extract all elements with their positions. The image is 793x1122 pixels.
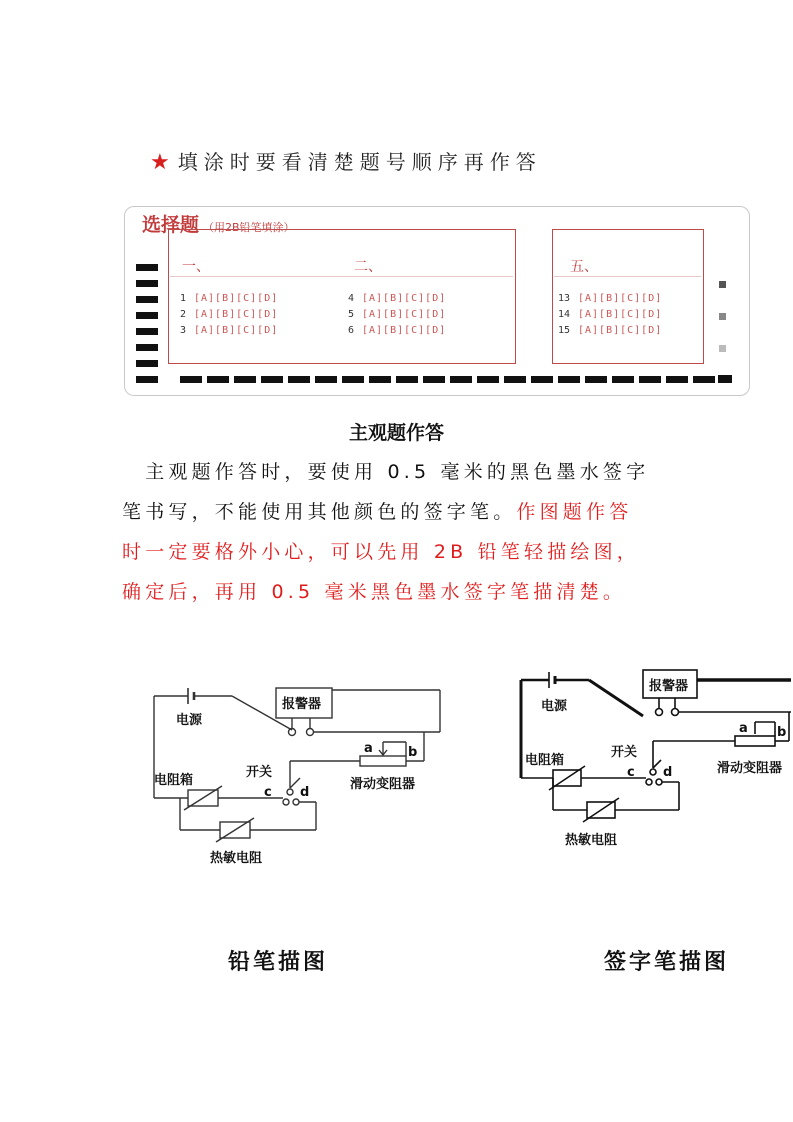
- timing-mark: [585, 376, 607, 383]
- panel-divider: [170, 276, 513, 277]
- timing-mark: [558, 376, 580, 383]
- label-b: b: [408, 745, 418, 760]
- timing-mark: [396, 376, 418, 383]
- text-red: 时一定要格外小心，可以先用 2B 铅笔轻描绘图，: [122, 541, 641, 563]
- timing-mark: [136, 360, 158, 367]
- question-row[interactable]: [554, 323, 664, 339]
- question-row[interactable]: [338, 307, 448, 323]
- timing-mark: [288, 376, 310, 383]
- timing-mark: [136, 344, 158, 351]
- label-b: b: [777, 725, 787, 740]
- label-resistor-box: 电阻箱: [154, 773, 194, 788]
- fill-tip-text: 填涂时要看清楚题号顺序再作答: [177, 150, 542, 174]
- label-thermistor: 热敏电阻: [210, 851, 263, 866]
- timing-mark: [423, 376, 445, 383]
- answer-sheet-note: （用2B铅笔填涂）: [203, 221, 295, 234]
- question-row[interactable]: [170, 291, 280, 307]
- label-switch: 开关: [246, 765, 273, 780]
- paragraph-line-3: [122, 532, 682, 572]
- question-number: 13: [557, 293, 570, 304]
- label-alarm: 报警器: [282, 697, 322, 712]
- timing-mark: [531, 376, 553, 383]
- timing-mark: [136, 312, 158, 319]
- label-rheostat: 滑动变阻器: [350, 777, 416, 792]
- question-number: 3: [179, 325, 186, 336]
- panel-divider: [554, 276, 701, 277]
- section-heading-1: 一、: [182, 259, 210, 275]
- option-bubbles[interactable]: [A][B][C][D]: [578, 309, 663, 320]
- question-row[interactable]: [170, 307, 280, 323]
- label-power: 电源: [541, 699, 568, 714]
- label-a: a: [364, 741, 373, 756]
- label-thermistor: 热敏电阻: [565, 833, 618, 848]
- question-number: 15: [557, 325, 570, 336]
- question-number: 4: [347, 293, 354, 304]
- timing-mark: [477, 376, 499, 383]
- question-number: 1: [179, 293, 186, 304]
- circuit-diagram-pen: [513, 660, 791, 860]
- star-icon: ★: [150, 150, 170, 175]
- timing-mark: [261, 376, 283, 383]
- text-red: 作图题作答: [516, 501, 633, 523]
- question-row[interactable]: [554, 291, 664, 307]
- option-bubbles[interactable]: [A][B][C][D]: [578, 293, 663, 304]
- label-d: d: [300, 785, 310, 800]
- timing-mark: [136, 280, 158, 287]
- timing-mark: [719, 281, 726, 288]
- timing-mark: [136, 296, 158, 303]
- text-black: 笔书写，不能使用其他颜色的签字笔。: [122, 501, 517, 523]
- option-bubbles[interactable]: [A][B][C][D]: [362, 293, 447, 304]
- option-bubbles[interactable]: [A][B][C][D]: [194, 325, 279, 336]
- timing-mark: [504, 376, 526, 383]
- label-c: c: [264, 785, 272, 800]
- label-c: c: [627, 765, 635, 780]
- fill-tip: [150, 146, 542, 175]
- question-row[interactable]: [338, 291, 448, 307]
- option-bubbles[interactable]: [A][B][C][D]: [578, 325, 663, 336]
- timing-mark: [136, 376, 158, 383]
- answer-sheet-title-text: 选择题: [142, 214, 200, 236]
- question-number: 2: [179, 309, 186, 320]
- timing-mark: [639, 376, 661, 383]
- text-black: 主观题作答时，要使用 0.5 毫米的黑色墨水签字: [122, 461, 650, 483]
- timing-mark: [693, 376, 715, 383]
- option-bubbles[interactable]: [A][B][C][D]: [362, 325, 447, 336]
- paragraph-line-1: [122, 452, 682, 492]
- timing-mark: [315, 376, 337, 383]
- timing-mark: [136, 328, 158, 335]
- paragraph-line-4: [122, 572, 682, 612]
- timing-mark: [666, 376, 688, 383]
- timing-mark: [450, 376, 472, 383]
- text-red: 确定后，再用 0.5 毫米黑色墨水签字笔描清楚。: [122, 581, 627, 603]
- question-number: 6: [347, 325, 354, 336]
- timing-mark: [612, 376, 634, 383]
- question-row[interactable]: [338, 323, 448, 339]
- label-d: d: [663, 765, 673, 780]
- circuit-diagram-pencil: [140, 660, 450, 880]
- timing-mark: [136, 264, 158, 271]
- label-switch: 开关: [611, 745, 638, 760]
- caption-pen: 签字笔描图: [604, 949, 730, 975]
- label-power: 电源: [176, 713, 203, 728]
- question-number: 14: [557, 309, 570, 320]
- option-bubbles[interactable]: [A][B][C][D]: [194, 309, 279, 320]
- caption-pencil: 铅笔描图: [228, 949, 329, 975]
- question-number: 5: [347, 309, 354, 320]
- timing-mark: [719, 345, 726, 352]
- subjective-title: 主观题作答: [348, 422, 444, 444]
- label-rheostat: 滑动变阻器: [717, 761, 783, 776]
- section-heading-5: 五、: [570, 259, 598, 275]
- section-heading-2: 二、: [354, 259, 382, 275]
- option-bubbles[interactable]: [A][B][C][D]: [362, 309, 447, 320]
- label-a: a: [739, 721, 748, 736]
- label-resistor-box: 电阻箱: [525, 753, 565, 768]
- question-row[interactable]: [554, 307, 664, 323]
- timing-mark: [180, 376, 202, 383]
- timing-mark: [207, 376, 229, 383]
- label-alarm: 报警器: [649, 679, 689, 694]
- timing-mark: [234, 376, 256, 383]
- paragraph-line-2: [122, 492, 682, 532]
- option-bubbles[interactable]: [A][B][C][D]: [194, 293, 279, 304]
- question-row[interactable]: [170, 323, 280, 339]
- timing-mark: [718, 375, 732, 383]
- timing-mark: [719, 313, 726, 320]
- timing-mark: [342, 376, 364, 383]
- timing-mark: [369, 376, 391, 383]
